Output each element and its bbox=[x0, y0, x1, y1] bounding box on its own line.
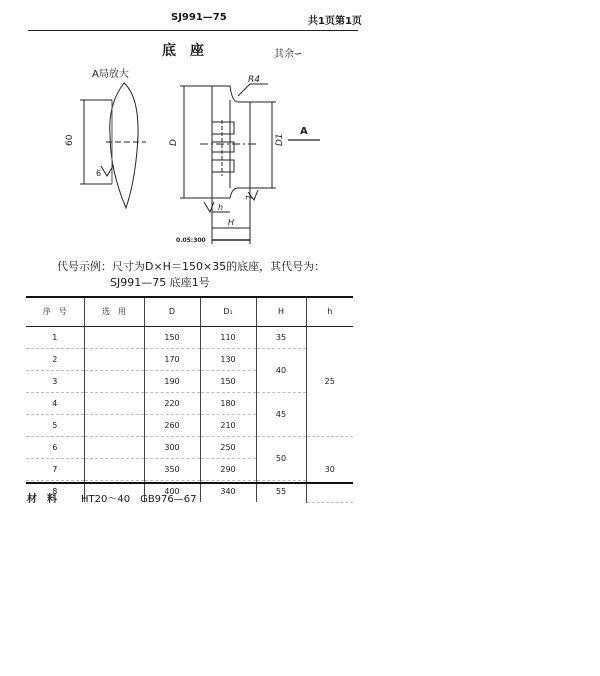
cell-D: 150 bbox=[144, 327, 200, 349]
cell-H: 55 bbox=[256, 481, 306, 503]
header-rule bbox=[28, 30, 358, 31]
page-info: 共1页第1页 bbox=[308, 16, 362, 27]
header-h: h bbox=[306, 296, 353, 327]
cell-D1: 340 bbox=[200, 481, 256, 503]
cell-no: 4 bbox=[26, 393, 84, 415]
table-row bbox=[26, 437, 353, 459]
cell-h: 30 bbox=[306, 437, 353, 503]
cell-H: 40 bbox=[256, 349, 306, 393]
technical-drawing bbox=[0, 60, 360, 250]
dim-H-text: H bbox=[228, 218, 235, 227]
cell-D1: 130 bbox=[200, 349, 256, 371]
detail-roughness-text: 6 bbox=[96, 169, 102, 178]
designation-example-line1: 代号示例：尺寸为D×H＝150×35的底座，其代号为： bbox=[57, 260, 326, 273]
spec-table bbox=[26, 296, 353, 503]
cell-no: 7 bbox=[26, 459, 84, 481]
cell-h: 25 bbox=[306, 327, 353, 437]
radius-leader bbox=[238, 84, 250, 96]
cell-select bbox=[84, 459, 144, 481]
cell-D: 300 bbox=[144, 437, 200, 459]
header-D: D bbox=[144, 296, 200, 327]
cell-D: 260 bbox=[144, 415, 200, 437]
flatness-text: 0.05:300 bbox=[176, 237, 206, 244]
table-header-row bbox=[26, 296, 353, 327]
cell-D1: 250 bbox=[200, 437, 256, 459]
header-no: 序 号 bbox=[26, 296, 84, 327]
header-H: H bbox=[256, 296, 306, 327]
cell-select bbox=[84, 371, 144, 393]
cell-select bbox=[84, 327, 144, 349]
cell-no: 3 bbox=[26, 371, 84, 393]
table-row bbox=[26, 349, 353, 371]
surface-finish-note bbox=[274, 45, 302, 60]
cell-D: 350 bbox=[144, 459, 200, 481]
cell-H: 50 bbox=[256, 437, 306, 481]
detail-dim-text: 60 bbox=[65, 134, 75, 146]
dim-D1-text: D1 bbox=[275, 133, 285, 146]
cell-D1: 290 bbox=[200, 459, 256, 481]
material-label: 材 料 bbox=[27, 494, 57, 505]
cell-select bbox=[84, 349, 144, 371]
cell-D1: 150 bbox=[200, 371, 256, 393]
cell-select bbox=[84, 415, 144, 437]
cell-no: 2 bbox=[26, 349, 84, 371]
detail-roughness-symbol bbox=[101, 166, 113, 176]
detail-label: A局放大 bbox=[92, 69, 129, 80]
designation-example-line2: SJ991—75 底座1号 bbox=[110, 276, 210, 289]
roughness-right-text: 7 bbox=[245, 194, 254, 200]
standard-number: SJ991—75 bbox=[171, 12, 227, 23]
header-D1: D₁ bbox=[200, 296, 256, 327]
cell-H: 45 bbox=[256, 393, 306, 437]
surface-finish-text: 其余 bbox=[274, 49, 294, 60]
material-value: HT20～40 GB976—67 bbox=[81, 494, 197, 505]
cell-no: 5 bbox=[26, 415, 84, 437]
dim-h-text: h bbox=[218, 203, 224, 212]
page-title: 底座 bbox=[162, 43, 218, 59]
cell-H: 35 bbox=[256, 327, 306, 349]
cell-select bbox=[84, 393, 144, 415]
view-arrow-label: A bbox=[300, 126, 308, 137]
cell-D1: 180 bbox=[200, 393, 256, 415]
cell-D: 400 bbox=[144, 481, 200, 503]
cell-D: 170 bbox=[144, 349, 200, 371]
cell-D1: 210 bbox=[200, 415, 256, 437]
cell-select bbox=[84, 437, 144, 459]
detail-profile bbox=[110, 83, 138, 208]
roughness-symbol-icon: ∽ bbox=[294, 49, 303, 60]
cell-no: 1 bbox=[26, 327, 84, 349]
radius-text: R4 bbox=[248, 75, 260, 85]
header-select: 选 用 bbox=[84, 296, 144, 327]
bolt-hole-top bbox=[212, 122, 234, 134]
cell-no: 6 bbox=[26, 437, 84, 459]
cell-D: 190 bbox=[144, 371, 200, 393]
dim-D-text: D bbox=[169, 139, 179, 146]
bolt-hole-bottom bbox=[212, 160, 234, 172]
cell-D: 220 bbox=[144, 393, 200, 415]
table-row bbox=[26, 393, 353, 415]
cell-D1: 110 bbox=[200, 327, 256, 349]
cell-no: 8 bbox=[52, 487, 58, 496]
table-row bbox=[26, 327, 353, 349]
